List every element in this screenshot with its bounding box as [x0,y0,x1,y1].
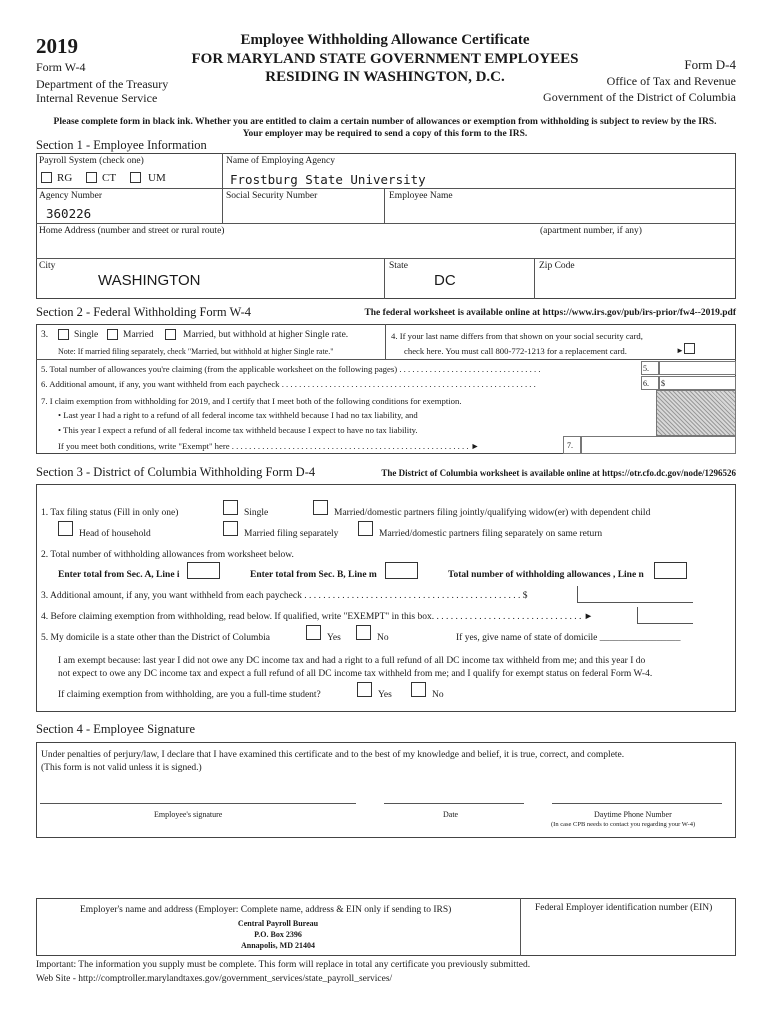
sec-a-label: Enter total from Sec. A, Line i [58,570,180,580]
domicile-no-checkbox[interactable] [356,625,371,640]
dc-married-joint-label: Married/domestic partners filing jointly/qualifying widow(er) with dependent child [334,508,651,518]
line-7-number: 7. [567,441,573,450]
line-5-text: 5. Total number of allowances you're claiming (from the applicable worksheet on the following pages) . . . . . . . . . . . . . . . . . . . . . . . . . . . . . . . . . [41,364,541,374]
line-6-text: 6. Additional amount, if any, you want withheld from each paycheck . . . . . . . . . . . . . . . . . . . . . . . . . . . . . . . . . . . . . . . . . . . . . . . . . . . . . . . . . . . [41,379,536,389]
allowances-field[interactable] [659,361,736,375]
dept-line-1: Department of the Treasury [36,77,169,91]
domicile-yes-label: Yes [327,633,341,643]
signature-label: Employee's signature [154,810,223,819]
instructions-line-2: Your employer may be required to send a copy of this form to the IRS. [242,129,528,139]
student-yes-checkbox[interactable] [357,682,372,697]
domicile-yes-checkbox[interactable] [306,625,321,640]
head-of-household-checkbox[interactable] [58,521,73,536]
agency-number-label: Agency Number [39,191,103,201]
student-no-checkbox[interactable] [411,682,426,697]
single-checkbox[interactable] [58,329,69,340]
agency-name-field[interactable]: Frostburg State University [230,172,426,187]
apartment-label: (apartment number, if any) [540,226,642,236]
state-label: State [389,261,408,271]
um-checkbox[interactable] [130,172,141,183]
website-link[interactable]: Web Site - http://comptroller.marylandtaxes.gov/government_services/state_payroll_services/ [36,974,393,984]
employer-address-1: Central Payroll Bureau [237,919,319,928]
student-question: If claiming exemption from withholding, are you a full-time student? [58,690,321,700]
dept-line-2: Internal Revenue Service [36,91,158,105]
agency-name-label: Name of Employing Agency [226,156,335,166]
form-subtitle-1: FOR MARYLAND STATE GOVERNMENT EMPLOYEES [191,51,579,67]
dc-single-checkbox[interactable] [223,500,238,515]
married-label: Married [123,330,154,340]
section-2-title: Section 2 - Federal Withholding Form W-4 [36,305,251,319]
phone-label: Daytime Phone Number [594,810,672,819]
student-no-label: No [432,690,444,700]
dc-additional-amount-field[interactable] [577,602,693,603]
rg-label: RG [57,172,73,184]
form-w4-label: Form W-4 [36,60,86,74]
zip-label: Zip Code [539,261,575,271]
single-label: Single [74,330,99,340]
federal-worksheet-note: The federal worksheet is available online at https://www.irs.gov/pub/irs-prior/fw4--2019.pdf [364,308,736,318]
sec-b-field[interactable] [385,562,418,579]
section-1-title: Section 1 - Employee Information [36,138,207,152]
form-year: 2019 [36,34,78,58]
employee-name-label: Employee Name [389,191,453,201]
total-n-label: Total number of withholding allowances , Line n [448,570,644,580]
phone-note: (In case CPB needs to contact you regarding your W-4) [551,821,696,828]
total-n-field[interactable] [654,562,687,579]
married-higher-rate-checkbox[interactable] [165,329,176,340]
ssn-field[interactable] [226,203,382,221]
penalty-statement-2: (This form is not valid unless it is signed.) [41,763,202,773]
q5-domicile: 5. My domicile is a state other than the District of Columbia [41,633,271,643]
married-checkbox[interactable] [107,329,118,340]
section-4-title: Section 4 - Employee Signature [36,722,195,736]
phone-line[interactable] [552,803,722,804]
ein-label: Federal Employer identification number (EIN) [535,903,713,913]
employer-label: Employer's name and address (Employer: Complete name, address & EIN only if sending to IRS) [80,905,452,915]
married-separately-checkbox[interactable] [223,521,238,536]
arrow-right-icon: ► [676,346,684,355]
head-of-household-label: Head of household [79,529,151,539]
q2-allowances: 2. Total number of withholding allowances from worksheet below. [41,550,294,560]
domicile-state-field[interactable]: If yes, give name of state of domicile _________________ [456,633,681,643]
exempt-reason-line-2: not expect to owe any DC income tax and expect a full refund of all DC income tax withheld from me; and I qualify for exempt status on federal Form W-4. [58,669,653,679]
dollar-sign: $ [661,379,665,388]
q3-additional-amount: 3. Additional amount, if any, you want withheld from each paycheck . . . . . . . . . . . . . . . . . . . . . . . . . . . . . . . . . . . . . . . . . . . . . . $ [41,591,528,601]
date-label: Date [443,810,459,819]
form-d4-label: Form D-4 [684,57,736,72]
ct-checkbox[interactable] [86,172,97,183]
line-7-text-3: • This year I expect a refund of all federal income tax withheld because I expect to have no tax liability. [58,425,418,435]
rg-checkbox[interactable] [41,172,52,183]
q4-exempt: 4. Before claiming exemption from withholding, read below. If qualified, write "EXEMPT" in this box. . . . . . . . . . . . . . . . . . . . . . . . . . . . . . . . ► [41,612,594,622]
state-field[interactable]: DC [434,272,456,289]
exempt-field[interactable] [581,436,736,454]
ssn-label: Social Security Number [226,191,318,201]
sec-a-field[interactable] [187,562,220,579]
government-label: Government of the District of Columbia [543,90,736,104]
name-differs-checkbox[interactable] [684,343,695,354]
home-address-label: Home Address (number and street or rural route) [39,226,225,236]
student-yes-label: Yes [378,690,392,700]
city-field[interactable]: WASHINGTON [98,272,201,289]
line-7-text-2: • Last year I had a right to a refund of all federal income tax withheld because I had no tax liability, and [58,410,418,420]
married-higher-rate-label: Married, but withhold at higher Single rate. [183,330,349,340]
exempt-reason-line-1: I am exempt because: last year I did not owe any DC income tax and had a right to a full refund of all DC income tax withheld from me; and this year I do [58,656,646,666]
date-line[interactable] [384,803,524,804]
employer-address-3: Annapolis, MD 21404 [240,941,315,950]
married-dp-separately-label: Married/domestic partners filing separately on same return [379,529,603,539]
dc-married-joint-checkbox[interactable] [313,500,328,515]
line-7-text-4: If you meet both conditions, write "Exempt" here . . . . . . . . . . . . . . . . . . . . . . . . . . . . . . . . . . . . . . . . . . . . . . . . . . . . . . . ► [58,441,480,451]
line-7-text-1: 7. I claim exemption from withholding for 2019, and I certify that I meet both of the following conditions for exemption. [41,396,462,406]
married-separately-label: Married filing separately [244,529,339,539]
line-4-text-2: check here. You must call 800-772-1213 for a replacement card. [404,346,627,356]
um-label: UM [148,172,166,184]
sec-b-label: Enter total from Sec. B, Line m [250,570,377,580]
form-subtitle-2: RESIDING IN WASHINGTON, D.C. [265,69,505,85]
q1-tax-filing-status: 1. Tax filing status (Fill in only one) [41,508,179,518]
important-note: Important: The information you supply must be complete. This form will replace in total any certificate you previously submitted. [36,960,531,970]
agency-number-field[interactable]: 360226 [46,206,92,221]
line-5-number: 5. [643,364,649,373]
instructions-line-1: Please complete form in black ink. Whether you are entitled to claim a certain number of allowances or exemption from withholding is subject to review by the IRS. [53,117,717,127]
dc-worksheet-note: The District of Columbia worksheet is available online at https://otr.cfo.dc.gov/node/1296526 [381,468,736,478]
line-3-note: Note: If married filing separately, check "Married, but withhold at higher Single rate." [58,347,334,356]
line-3-number: 3. [41,330,49,340]
married-dp-separately-checkbox[interactable] [358,521,373,536]
zip-field[interactable] [539,275,733,295]
signature-line[interactable] [40,803,356,804]
office-label: Office of Tax and Revenue [606,74,736,88]
penalty-statement-1: Under penalties of perjury/law, I declare that I have examined this certificate and to the best of my knowledge and belief, it is true, correct, and complete. [41,750,625,760]
home-address-field[interactable] [39,238,733,256]
dc-exempt-field[interactable] [637,623,693,624]
employer-address-2: P.O. Box 2396 [254,930,302,939]
domicile-no-label: No [377,633,389,643]
line-6-number: 6. [643,379,649,388]
employee-name-field[interactable] [389,203,734,221]
form-title: Employee Withholding Allowance Certificate [240,32,530,48]
payroll-system-label: Payroll System (check one) [39,156,144,166]
dc-single-label: Single [244,508,269,518]
ct-label: CT [102,172,117,184]
ein-field[interactable] [525,918,733,952]
shaded-area [656,390,736,436]
line-4-text-1: 4. If your last name differs from that shown on your social security card, [391,331,643,341]
city-label: City [39,261,56,271]
section-3-title: Section 3 - District of Columbia Withholding Form D-4 [36,465,316,479]
additional-amount-field[interactable] [659,376,736,390]
